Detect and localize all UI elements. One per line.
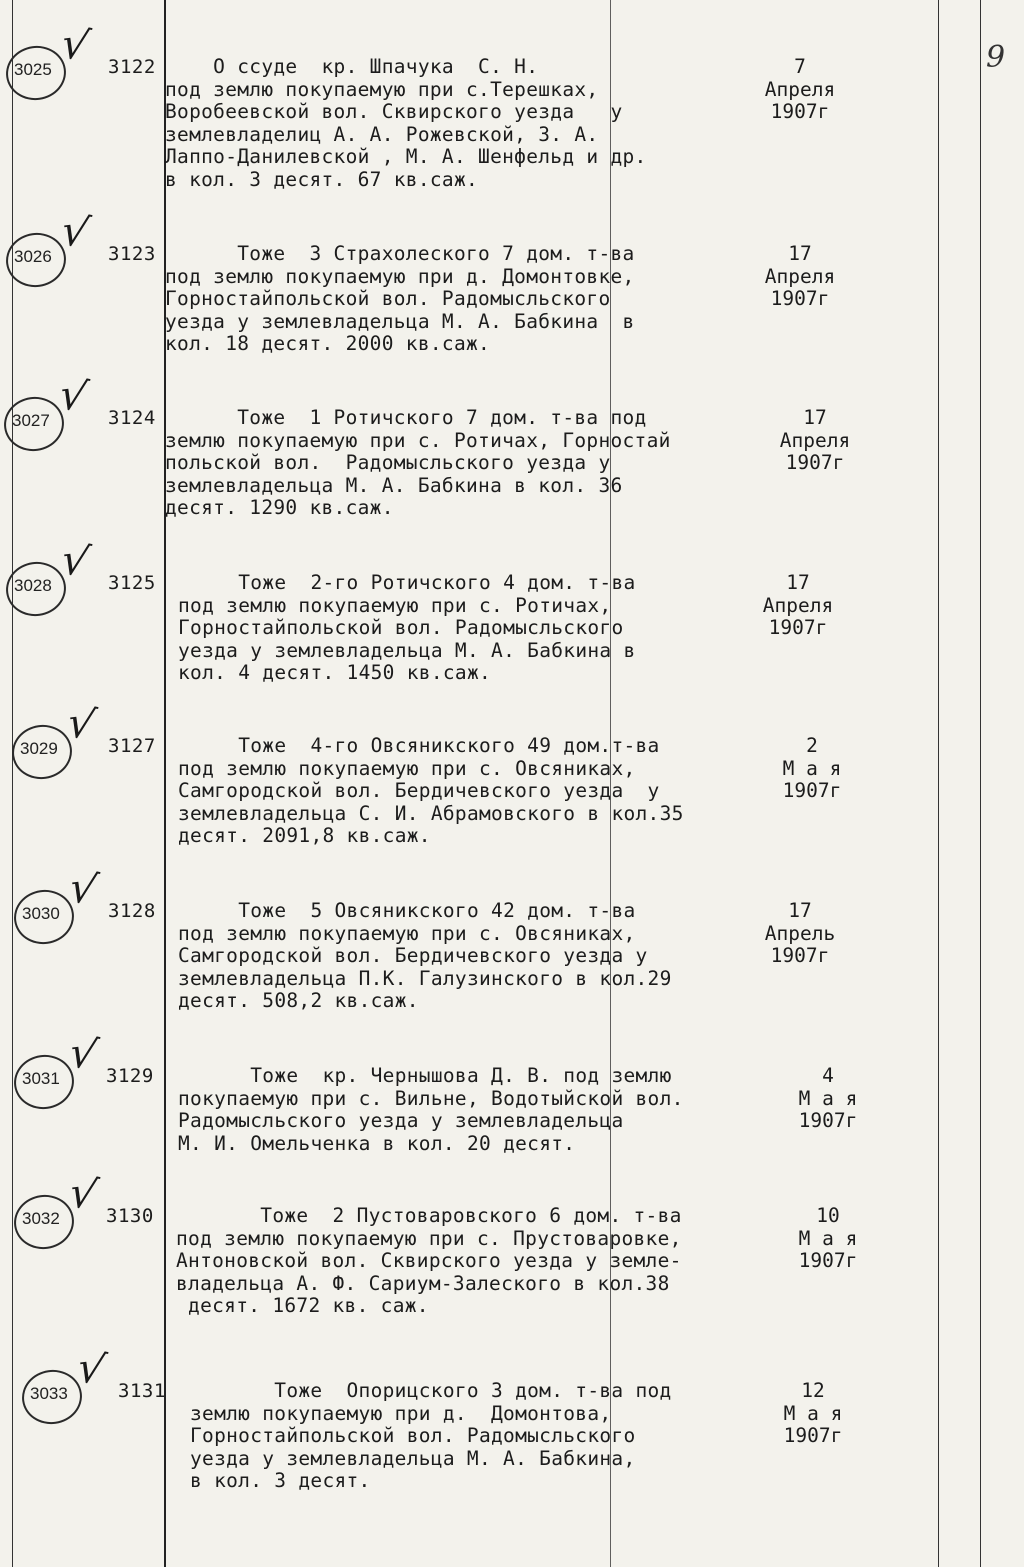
column-rule — [164, 0, 166, 1567]
entry-text — [165, 56, 647, 191]
entry-text-line: под землю покупаемую при д. Домонтовке, — [165, 264, 635, 288]
entry-text-line: Воробеевской вол. Сквирского уезда у — [165, 100, 623, 123]
entry-text-line: десят. 2091,8 кв.саж. — [178, 824, 431, 847]
entry-text-line: землевладелиц А. А. Рожевской, З. А. — [165, 122, 599, 146]
entry-text-line: десят. 1290 кв.саж. — [165, 496, 394, 519]
entry-number: 3127 — [108, 735, 156, 757]
old-entry-number: 3028 — [14, 576, 52, 595]
entry-text-line: Тоже 2-го Ротичского 4 дом. т-ва — [178, 571, 636, 594]
entry-text-line: землевладельца М. А. Бабкина в кол. 36 — [165, 473, 623, 497]
entry-number: 3125 — [108, 572, 156, 594]
entry-text — [165, 407, 671, 520]
old-entry-number: 3031 — [22, 1069, 60, 1088]
date-month: М а я — [782, 756, 842, 780]
entry-text-line: Тоже 5 Овсяникского 42 дом. т-ва — [178, 899, 636, 922]
entry-text-line: кол. 18 десят. 2000 кв.саж. — [165, 332, 491, 355]
date-month: Апреля — [779, 428, 851, 452]
entry-date — [765, 407, 865, 475]
entry-text-line: под землю покупаемую при с. Ротичах, — [178, 593, 612, 617]
date-year: 1907г — [785, 451, 845, 474]
entry-text-line: землю покупаемую при д. Домонтова, — [190, 1401, 612, 1425]
check-mark-icon: √ — [57, 533, 94, 588]
entry-text — [178, 572, 636, 685]
check-mark-icon: √ — [63, 696, 100, 751]
entry-text-line: владельца А. Ф. Сариум-Залеского в кол.38 — [176, 1271, 670, 1295]
entry-text-line: в кол. 3 десят. — [190, 1469, 371, 1492]
entry-text-line: Тоже кр. Чернышова Д. В. под землю — [178, 1064, 672, 1087]
entry-number: 3123 — [108, 243, 156, 265]
date-month: М а я — [798, 1086, 858, 1110]
date-month: М а я — [798, 1226, 858, 1250]
check-mark-icon: √ — [57, 204, 94, 259]
entry-text-line: Лаппо-Данилевской , М. А. Шенфельд и др. — [165, 145, 647, 168]
margin-rule — [12, 0, 13, 1567]
date-day: 2 — [806, 734, 818, 757]
old-entry-number: 3029 — [20, 739, 58, 758]
entry-text-line: Горностайпольской вол. Радомысльского — [165, 287, 611, 310]
old-entry-number: 3027 — [12, 411, 50, 430]
entry-text-line: Тоже 3 Страхолеского 7 дом. т-ва — [165, 242, 635, 265]
entry-text-line: Радомысльского уезда у землевладельца — [178, 1109, 624, 1132]
entry-text-line: польской вол. Радомысльского уезда у — [165, 451, 611, 474]
entry-date — [763, 1380, 863, 1448]
entry-text-line: десят. 1672 кв. саж. — [176, 1294, 429, 1317]
entry-number: 3128 — [108, 900, 156, 922]
date-day: 17 — [788, 242, 812, 265]
entry-text-line: землевладельца С. И. Абрамовского в кол.35 — [178, 801, 684, 825]
entry-text — [165, 243, 635, 356]
date-year: 1907г — [768, 616, 828, 639]
entry-text-line: под землю покупаемую при с. Овсяниках, — [178, 756, 636, 780]
entry-text-line: десят. 508,2 кв.саж. — [178, 989, 419, 1012]
date-year: 1907г — [770, 100, 830, 123]
entry-text-line: Тоже 4-го Овсяникского 49 дом.т-ва — [178, 734, 660, 757]
entry-date — [750, 243, 850, 311]
entry-text-line: Антоновской вол. Сквирского уезда у земле- — [176, 1249, 682, 1272]
date-day: 17 — [803, 406, 827, 429]
entry-date — [778, 1065, 878, 1133]
date-year: 1907г — [770, 944, 830, 967]
date-column-rule — [938, 0, 939, 1567]
old-entry-number: 3033 — [30, 1384, 68, 1403]
entry-date — [750, 900, 850, 968]
old-entry-number: 3030 — [22, 904, 60, 923]
entry-date — [762, 735, 862, 803]
date-year: 1907г — [798, 1249, 858, 1272]
entry-text — [178, 1065, 684, 1155]
date-day: 4 — [822, 1064, 834, 1087]
entry-number: 3122 — [108, 56, 156, 78]
check-mark-icon: √ — [57, 17, 94, 72]
date-month: Апреля — [762, 593, 834, 617]
entry-date — [778, 1205, 878, 1273]
entry-text-line: в кол. 3 десят. 67 кв.саж. — [165, 167, 479, 191]
entry-text-line: кол. 4 десят. 1450 кв.саж. — [178, 661, 492, 684]
check-mark-icon: √ — [55, 368, 92, 423]
date-month: М а я — [783, 1401, 843, 1425]
old-entry-number: 3025 — [14, 60, 52, 79]
entry-text-line: Тоже 1 Ротичского 7 дом. т-ва под — [165, 406, 647, 429]
entry-text-line: М. И. Омельченка в кол. 20 десят. — [178, 1131, 576, 1155]
entry-date — [750, 56, 850, 124]
date-day: 7 — [794, 55, 806, 78]
entry-text — [176, 1205, 682, 1318]
entry-text-line: под землю покупаемую при с.Терешках, — [165, 77, 599, 101]
entry-text-line: Горностайпольской вол. Радомысльского — [190, 1424, 636, 1447]
entry-text-line: уезда у землевладельца М. А. Бабкина в — [165, 309, 635, 333]
entry-text — [178, 900, 672, 1013]
entry-text-line: под землю покупаемую при с. Овсяниках, — [178, 921, 636, 945]
entry-number: 3131 — [118, 1380, 166, 1402]
entry-text-line: землевладельца П.К. Галузинского в кол.29 — [178, 966, 672, 990]
entry-date — [748, 572, 848, 640]
date-year: 1907г — [783, 1424, 843, 1447]
old-entry-number: 3026 — [14, 247, 52, 266]
entry-text-line: под землю покупаемую при с. Прустоваровке, — [176, 1226, 682, 1250]
date-year: 1907г — [770, 287, 830, 310]
date-day: 17 — [786, 571, 810, 594]
check-mark-icon: √ — [65, 1026, 102, 1081]
entry-text-line: Самгородской вол. Бердичевского уезда у — [178, 944, 648, 967]
date-day: 10 — [816, 1204, 840, 1227]
entry-text-line: покупаемую при с. Вильне, Водотыйской вол. — [178, 1086, 684, 1110]
old-entry-number: 3032 — [22, 1209, 60, 1228]
entry-number: 3130 — [106, 1205, 154, 1227]
right-margin-rule — [980, 0, 981, 1567]
entry-text-line: Тоже Опорицского 3 дом. т-ва под — [190, 1379, 672, 1402]
page-number: 9 — [986, 40, 1006, 75]
date-month: Апрель — [764, 921, 836, 945]
entry-text-line: Тоже 2 Пустоваровского 6 дом. т-ва — [176, 1204, 682, 1227]
entry-number: 3129 — [106, 1065, 154, 1087]
check-mark-icon: √ — [73, 1341, 110, 1396]
entry-text-line: О ссуде кр. Шпачука С. Н. — [165, 55, 539, 78]
entry-text-line: уезда у землевладельца М. А. Бабкина в — [178, 638, 636, 662]
check-mark-icon: √ — [65, 861, 102, 916]
date-year: 1907г — [798, 1109, 858, 1132]
date-day: 12 — [801, 1379, 825, 1402]
entry-text — [190, 1380, 672, 1493]
entry-number: 3124 — [108, 407, 156, 429]
entry-text — [178, 735, 684, 848]
date-year: 1907г — [782, 779, 842, 802]
date-month: Апреля — [764, 264, 836, 288]
check-mark-icon: √ — [65, 1166, 102, 1221]
date-month: Апреля — [764, 77, 836, 101]
entry-text-line: землю покупаемую при с. Ротичах, Горностай — [165, 428, 671, 452]
entry-text-line: Самгородской вол. Бердичевского уезда у — [178, 779, 660, 802]
entry-text-line: уезда у землевладельца М. А. Бабкина, — [190, 1446, 636, 1470]
date-day: 17 — [788, 899, 812, 922]
entry-text-line: Горностайпольской вол. Радомысльского — [178, 616, 624, 639]
